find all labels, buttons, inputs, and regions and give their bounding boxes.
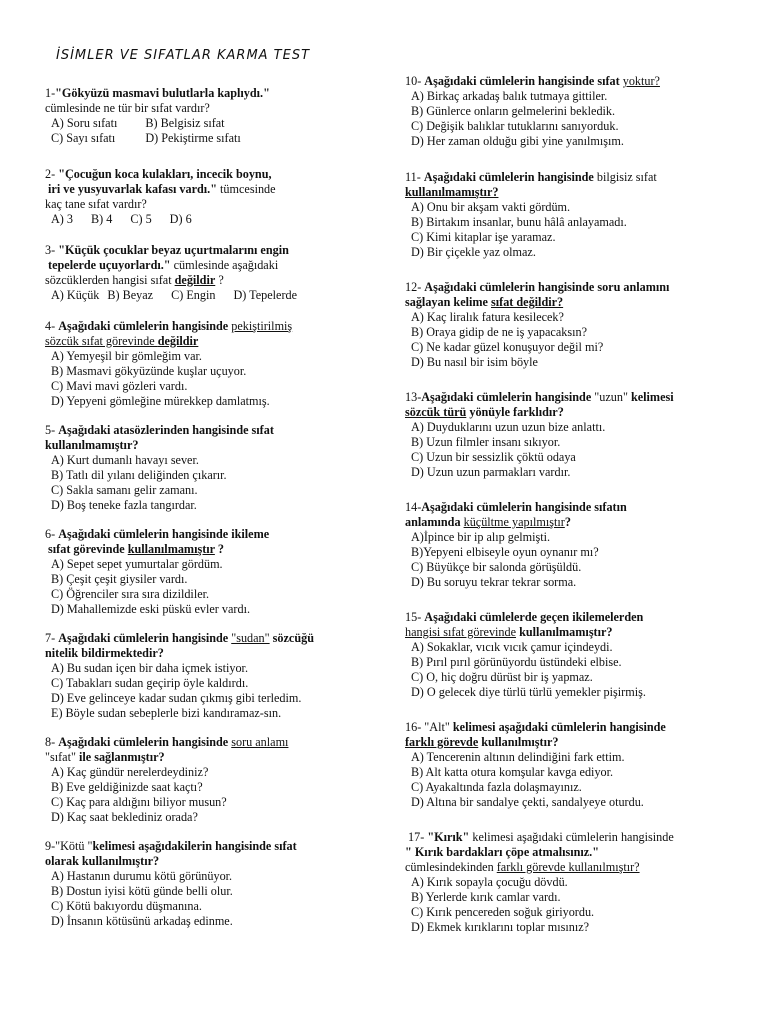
q13-option-b[interactable]: B) Uzun filmler insanı sıkıyor. [411,435,561,449]
q1-number: 1- [45,86,56,100]
q14-option-a[interactable]: A)İpince bir ip alıp gelmişti. [411,530,551,544]
q15-text-line2: kullanılmamıştır? [516,625,613,639]
q3-quote-line1: "Küçük çocuklar beyaz uçurtmalarını engin [58,243,289,257]
q6-text: Aşağıdaki cümlelerin hangisinde ikileme [58,527,270,541]
question-1 [45,86,375,146]
q1-option-b[interactable]: B) Belgisiz sıfat [145,116,225,130]
q13-option-a[interactable]: A) Duyduklarını uzun uzun bize anlattı. [411,420,606,434]
q3-option-b[interactable]: B) Beyaz [107,288,154,302]
q12-text-line2: sağlayan kelime [405,295,491,309]
q8-text: Aşağıdaki cümlelerin hangisinde [58,735,232,749]
q1-option-c[interactable]: C) Sayı sıfatı [51,131,116,145]
q7-number: 7- [45,631,59,645]
q8-option-b[interactable]: B) Eve geldiğinizde saat kaçtı? [51,780,203,794]
q2-option-b[interactable]: B) 4 [91,212,113,226]
q9-option-a[interactable]: A) Hastanın durumu kötü görünüyor. [51,869,233,883]
q5-number: 5- [45,423,59,437]
q5-text: Aşağıdaki atasözlerinden hangisinde sıfat [58,423,274,437]
q2-number: 2- [45,167,59,181]
q15-text: Aşağıdaki cümlelerde geçen ikilemelerden [424,610,644,624]
q5-option-a[interactable]: A) Kurt dumanlı havayı sever. [51,453,199,467]
q12-emphasis: sıfat değildir? [491,295,564,309]
q2-quote-line1: "Çocuğun koca kulakları, incecik boynu, [58,167,272,181]
q10-text: Aşağıdaki cümlelerin hangisinde sıfat [424,74,623,88]
q9-option-c[interactable]: C) Kötü bakıyordu düşmanına. [51,899,202,913]
q4-option-c[interactable]: C) Mavi mavi gözleri vardı. [51,379,188,393]
q14-underlined: küçültme yapılmıştır [463,515,565,529]
q3-option-d[interactable]: D) Tepelerde [233,288,298,302]
question-3 [45,243,375,303]
q9-option-b[interactable]: B) Dostun iyisi kötü günde belli olur. [51,884,233,898]
q17-option-b[interactable]: B) Yerlerde kırık camlar vardı. [411,890,561,904]
q13-keyword: "uzun" [594,390,628,404]
q8-option-d[interactable]: D) Kaç saat beklediniz orada? [51,810,198,824]
q3-option-c[interactable]: C) Engin [171,288,216,302]
q15-underlined: hangisi sıfat görevinde [405,625,517,639]
q7-option-e[interactable]: E) Böyle sudan sebeplerle bizi kandıramaz-sın. [51,706,282,720]
q6-text-line2: sıfat görevinde [48,542,128,556]
q12-text: Aşağıdaki cümlelerin hangisinde soru anlamını [424,280,670,294]
q2-text: tümcesinde [217,182,276,196]
q5-option-d[interactable]: D) Boş teneke fazla tangırdar. [51,498,197,512]
page-title: İSİMLER VE SIFATLAR KARMA TEST [56,48,311,63]
q7-text: Aşağıdaki cümlelerin hangisinde [58,631,232,645]
q10-option-a[interactable]: A) Birkaç arkadaş balık tutmaya gittiler. [411,89,608,103]
q6-option-b[interactable]: B) Çeşit çeşit giysiler vardı. [51,572,188,586]
q3-number: 3- [45,243,59,257]
q2-text-line: kaç tane sıfat vardır? [45,197,147,211]
q5-option-c[interactable]: C) Sakla samanı gelir zamanı. [51,483,198,497]
q14-option-c[interactable]: C) Büyükçe bir salonda görüşüldü. [411,560,582,574]
q14-text-line2: anlamında [405,515,464,529]
q4-underlined-line2: sözcük sıfat görevinde [45,334,158,348]
q4-text: Aşağıdaki cümlelerin hangisinde [58,319,232,333]
q11-option-b[interactable]: B) Birtakım insanlar, bunu hâlâ anlayamadı. [411,215,627,229]
q6-option-c[interactable]: C) Öğrenciler sıra sıra dizildiler. [51,587,210,601]
question-17 [405,830,745,935]
q13-option-c[interactable]: C) Uzun bir sessizlik çöktü odaya [411,450,576,464]
q15-option-c[interactable]: C) O, hiç doğru dürüst bir iş yapmaz. [411,670,593,684]
question-12 [405,280,745,370]
q8-text-line2: ile sağlanmıştır? [75,750,165,764]
q11-emphasis: kullanılmamıştır? [405,185,499,199]
q8-option-c[interactable]: C) Kaç para aldığını biliyor musun? [51,795,227,809]
q1-quote: "Gökyüzü masmavi bulutlarla kaplıydı." [55,86,270,100]
q8-number: 8- [45,735,59,749]
q14-number: 14- [405,500,422,514]
q16-text: kelimesi aşağıdaki cümlelerin hangisinde [449,720,666,734]
q7-option-a[interactable]: A) Bu sudan içen bir daha içmek istiyor. [51,661,248,675]
q10-option-d[interactable]: D) Her zaman olduğu gibi yine yanılmışım. [411,134,624,148]
question-9 [45,839,375,929]
q4-number: 4- [45,319,59,333]
question-16 [405,720,745,810]
q4-emphasis: değildir [157,334,199,348]
q15-number: 15- [405,610,425,624]
q10-underlined: yoktur? [622,74,660,88]
q13-text: Aşağıdaki cümlelerin hangisinde [421,390,595,404]
q12-option-c[interactable]: C) Ne kadar güzel konuşuyor değil mi? [411,340,604,354]
q8-option-a[interactable]: A) Kaç gündür nerelerdeydiniz? [51,765,209,779]
q1-option-d[interactable]: D) Pekiştirme sıfatı [145,131,241,145]
q17-text-line3: cümlesindekinden [405,860,497,874]
q17-text: kelimesi aşağıdaki cümlelerin hangisinde [469,830,674,844]
q9-quote: "Kötü " [55,839,93,853]
q7-option-c[interactable]: C) Tabakları sudan geçirip öyle kaldırdı. [51,676,249,690]
q11-text: Aşağıdaki cümlelerin hangisinde [423,170,594,184]
q12-option-a[interactable]: A) Kaç liralık fatura kesilecek? [411,310,564,324]
q8-quote: "sıfat" [45,750,76,764]
q16-keyword: "Alt" [424,720,450,734]
q2-quote-line2: iri ve yusyuvarlak kafası vardı." [48,182,217,196]
q12-number: 12- [405,280,425,294]
q3-text: cümlesinde aşağıdaki [170,258,279,272]
q3-quote-line2: tepelerde uçuyorlardı." [48,258,171,272]
q15-option-d[interactable]: D) O gelecek diye türlü türlü yemekler pişirmiş. [411,685,646,699]
q17-quote: " Kırık bardakları çöpe atmalısınız." [405,845,599,859]
q10-number: 10- [405,74,425,88]
q6-option-d[interactable]: D) Mahallemizde eski püskü evler vardı. [51,602,250,616]
q4-option-b[interactable]: B) Masmavi gökyüzünde kuşlar uçuyor. [51,364,247,378]
q7-option-d[interactable]: D) Eve gelinceye kadar sudan çıkmış gibi terledim. [51,691,302,705]
question-10 [405,74,745,149]
q15-option-b[interactable]: B) Pırıl pırıl görünüyordu üstündeki elbise. [411,655,622,669]
q7-text-b: sözcüğü [269,631,314,645]
q5-text-line2: kullanılmamıştır? [45,438,139,452]
question-2 [45,167,375,227]
question-14 [405,500,745,590]
q2-option-d[interactable]: D) 6 [169,212,192,226]
q14-text: Aşağıdaki cümlelerin hangisinde sıfatın [421,500,627,514]
q16-option-b[interactable]: B) Alt katta otura komşular kavga ediyor. [411,765,614,779]
q8-underlined: soru anlamı [231,735,289,749]
q1-option-a[interactable]: A) Soru sıfatı [51,116,118,130]
q3-mark: ? [215,273,224,287]
question-15 [405,610,745,700]
question-6 [45,527,375,617]
right-column [405,74,745,949]
q9-number: 9- [45,839,56,853]
q12-option-b[interactable]: B) Oraya gidip de ne iş yapacaksın? [411,325,587,339]
q6-emphasis: kullanılmamıştır [127,542,215,556]
q10-option-c[interactable]: C) Değişik balıklar tutuklarını sanıyorduk. [411,119,619,133]
question-11 [405,170,745,260]
q16-emphasis: farklı görevde [405,735,479,749]
q6-number: 6- [45,527,59,541]
q6-mark: ? [214,542,224,556]
q3-option-a[interactable]: A) Küçük [51,288,100,302]
q13-text-line2: yönüyle farklıdır? [466,405,564,419]
q7-keyword: "sudan" [231,631,270,645]
q4-underlined: pekiştirilmiş [231,319,293,333]
q17-underlined: farklı görevde kullanılmıştır? [496,860,640,874]
q14-option-b[interactable]: B)Yepyeni elbiseyle oyun oynanır mı? [411,545,599,559]
question-7 [45,631,375,721]
q9-text: kelimesi aşağıdakilerin hangisinde sıfat [92,839,297,853]
q3-emphasis: değildir [174,273,216,287]
q16-option-c[interactable]: C) Ayakaltında fazla dolaşmayınız. [411,780,582,794]
q4-option-a[interactable]: A) Yemyeşil bir gömleğim var. [51,349,202,363]
q14-option-d[interactable]: D) Bu soruyu tekrar tekrar sorma. [411,575,577,589]
q3-text-line: sözcüklerden hangisi sıfat [45,273,175,287]
q11-text-b: bilgisiz sıfat [593,170,657,184]
q11-option-d[interactable]: D) Bir çiçekle yaz olmaz. [411,245,536,259]
question-4 [45,319,375,409]
q16-text-line2: kullanılmıştır? [478,735,559,749]
q17-keyword: "Kırık" [427,830,470,844]
q10-option-b[interactable]: B) Günlerce onların gelmelerini bekledik. [411,104,616,118]
q4-option-d[interactable]: D) Yepyeni gömleğine mürekkep damlatmış. [51,394,270,408]
q17-number: 17- [408,830,428,844]
q9-option-d[interactable]: D) İnsanın kötüsünü arkadaş edinme. [51,914,233,928]
left-column [45,86,375,943]
q12-option-d[interactable]: D) Bu nasıl bir isim böyle [411,355,538,369]
q5-option-b[interactable]: B) Tatlı dil yılanı deliğinden çıkarır. [51,468,227,482]
q2-option-c[interactable]: C) 5 [130,212,152,226]
question-8 [45,735,375,825]
q6-option-a[interactable]: A) Sepet sepet yumurtalar gördüm. [51,557,223,571]
q13-text-b: kelimesi [627,390,674,404]
q11-option-a[interactable]: A) Onu bir akşam vakti gördüm. [411,200,571,214]
q11-number: 11- [405,170,424,184]
q16-option-a[interactable]: A) Tencerenin altının delindiğini fark ettim. [411,750,625,764]
q2-option-a[interactable]: A) 3 [51,212,74,226]
q17-option-d[interactable]: D) Ekmek kırıklarını toplar mısınız? [411,920,590,934]
q17-option-c[interactable]: C) Kırık pencereden soğuk giriyordu. [411,905,595,919]
q9-text-line2: olarak kullanılmıştır? [45,854,160,868]
q14-mark: ? [564,515,571,529]
q17-option-a[interactable]: A) Kırık sopayla çocuğu dövdü. [411,875,568,889]
q13-number: 13- [405,390,422,404]
q11-option-c[interactable]: C) Kimi kitaplar işe yaramaz. [411,230,556,244]
q16-option-d[interactable]: D) Altına bir sandalye çekti, sandalyeye oturdu. [411,795,644,809]
q16-number: 16- [405,720,425,734]
question-13 [405,390,745,480]
q1-text: cümlesinde ne tür bir sıfat vardır? [45,101,210,115]
q13-emphasis: sözcük türü [405,405,467,419]
question-5 [45,423,375,513]
q15-option-a[interactable]: A) Sokaklar, vıcık vıcık çamur içindeydi. [411,640,613,654]
q13-option-d[interactable]: D) Uzun uzun parmakları vardır. [411,465,571,479]
q7-text-line2: nitelik bildirmektedir? [45,646,164,660]
